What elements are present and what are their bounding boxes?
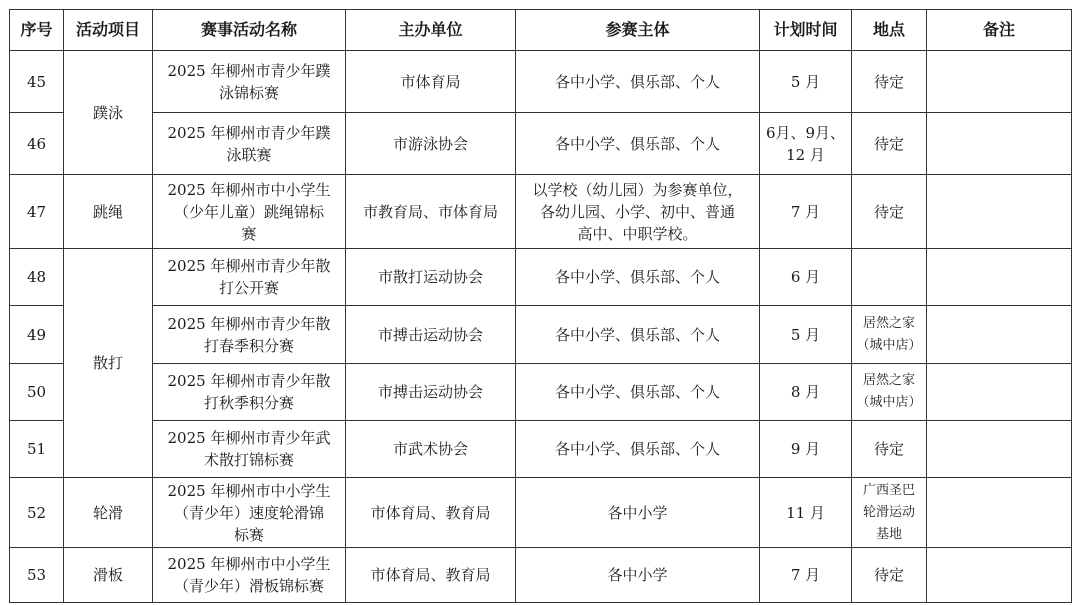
table-row [10,51,1072,113]
col-header-organizer: 主办单位 [346,10,516,51]
row-number: 48 [10,249,64,306]
event-name: 2025 年柳州市青少年蹼 泳联赛 [153,113,346,175]
organizer: 市散打运动协会 [346,249,516,306]
table-row [10,478,1072,548]
table-row [10,548,1072,603]
planned-time: 6月、9月、 12 月 [760,113,852,175]
participants: 各中小学、俱乐部、个人 [516,306,760,364]
col-header-note: 备注 [927,10,1072,51]
row-number: 49 [10,306,64,364]
row-number: 53 [10,548,64,603]
activity-project: 轮滑 [64,478,153,548]
organizer: 市搏击运动协会 [346,364,516,421]
row-number: 51 [10,421,64,478]
activity-project: 散打 [64,249,153,478]
location: 广西圣巴 轮滑运动 基地 [852,478,927,548]
location: 居然之家 （城中店） [852,306,927,364]
event-name: 2025 年柳州市青少年散 打秋季积分赛 [153,364,346,421]
planned-time: 7 月 [760,548,852,603]
organizer: 市体育局 [346,51,516,113]
event-name: 2025 年柳州市中小学生 （青少年）速度轮滑锦 标赛 [153,478,346,548]
col-header-participants: 参赛主体 [516,10,760,51]
event-name: 2025 年柳州市青少年散 打公开赛 [153,249,346,306]
event-name: 2025 年柳州市青少年散 打春季积分赛 [153,306,346,364]
event-name: 2025 年柳州市青少年武 术散打锦标赛 [153,421,346,478]
planned-time: 11 月 [760,478,852,548]
location: 待定 [852,548,927,603]
table-row [10,421,1072,478]
events-table [9,9,1072,603]
col-header-number: 序号 [10,10,64,51]
activity-project: 跳绳 [64,175,153,249]
note [927,113,1072,175]
organizer: 市体育局、教育局 [346,548,516,603]
planned-time: 5 月 [760,306,852,364]
note [927,175,1072,249]
event-name: 2025 年柳州市中小学生 （青少年）滑板锦标赛 [153,548,346,603]
col-header-time: 计划时间 [760,10,852,51]
row-number: 50 [10,364,64,421]
note [927,478,1072,548]
participants: 各中小学 [516,478,760,548]
col-header-project: 活动项目 [64,10,153,51]
organizer: 市搏击运动协会 [346,306,516,364]
table-row [10,249,1072,306]
note [927,306,1072,364]
col-header-place: 地点 [852,10,927,51]
participants: 各中小学、俱乐部、个人 [516,364,760,421]
participants: 各中小学、俱乐部、个人 [516,113,760,175]
participants: 以学校（幼儿园）为参赛单位， 各幼儿园、小学、初中、普通 高中、中职学校。 [516,175,760,249]
location: 居然之家 （城中店） [852,364,927,421]
planned-time: 9 月 [760,421,852,478]
location [852,249,927,306]
event-name: 2025 年柳州市青少年蹼 泳锦标赛 [153,51,346,113]
event-name: 2025 年柳州市中小学生 （少年儿童）跳绳锦标 赛 [153,175,346,249]
note [927,364,1072,421]
table-row [10,306,1072,364]
row-number: 46 [10,113,64,175]
participants: 各中小学 [516,548,760,603]
organizer: 市体育局、教育局 [346,478,516,548]
participants: 各中小学、俱乐部、个人 [516,421,760,478]
location: 待定 [852,51,927,113]
activity-project: 蹼泳 [64,51,153,175]
col-header-event-name: 赛事活动名称 [153,10,346,51]
planned-time: 8 月 [760,364,852,421]
note [927,51,1072,113]
row-number: 47 [10,175,64,249]
note [927,249,1072,306]
planned-time: 5 月 [760,51,852,113]
activity-project: 滑板 [64,548,153,603]
planned-time: 7 月 [760,175,852,249]
participants: 各中小学、俱乐部、个人 [516,51,760,113]
location: 待定 [852,175,927,249]
row-number: 52 [10,478,64,548]
location: 待定 [852,421,927,478]
organizer: 市教育局、市体育局 [346,175,516,249]
row-number: 45 [10,51,64,113]
location: 待定 [852,113,927,175]
note [927,421,1072,478]
table-row [10,175,1072,249]
planned-time: 6 月 [760,249,852,306]
table-row [10,364,1072,421]
organizer: 市武术协会 [346,421,516,478]
participants: 各中小学、俱乐部、个人 [516,249,760,306]
table-row [10,113,1072,175]
header-row [10,10,1072,51]
note [927,548,1072,603]
organizer: 市游泳协会 [346,113,516,175]
